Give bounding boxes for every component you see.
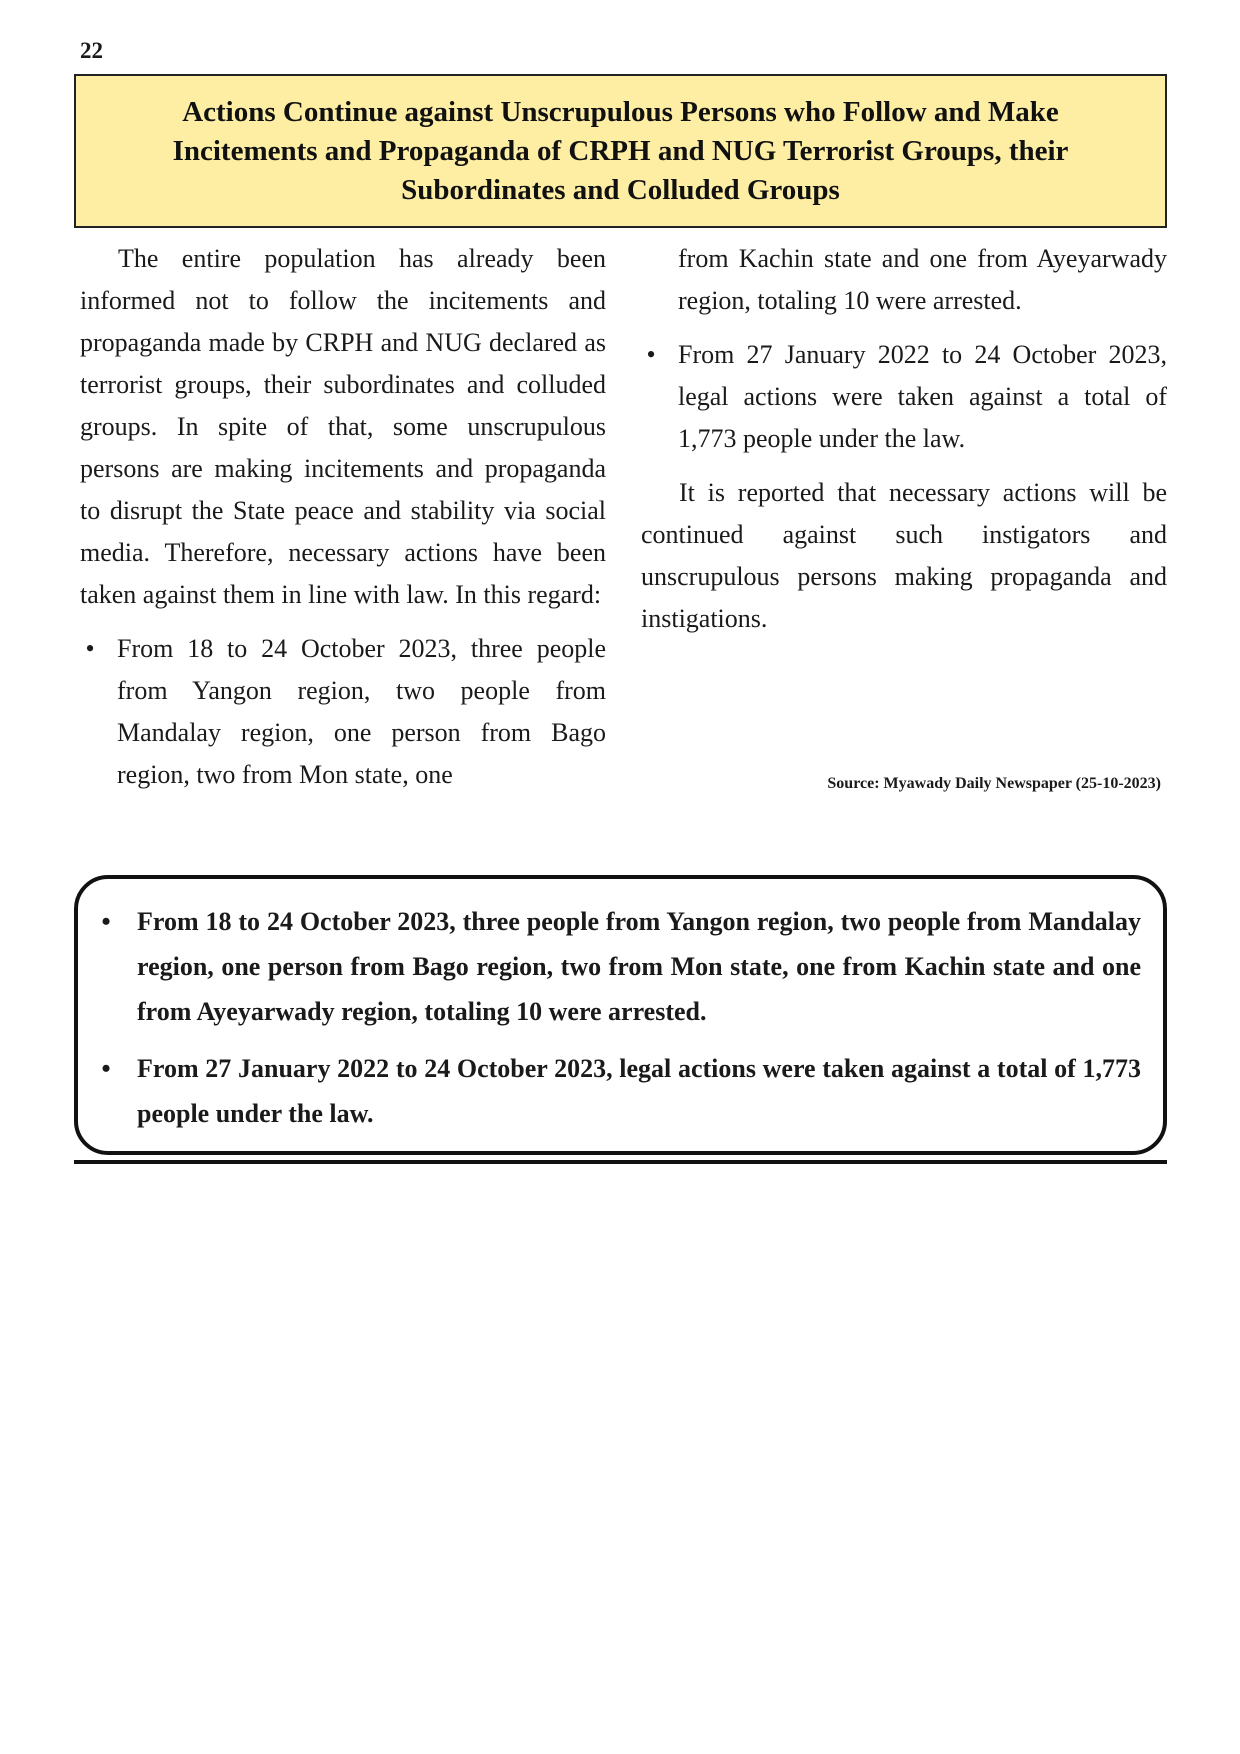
bullet-item-arrests — [80, 628, 606, 796]
bullet-icon: • — [101, 1054, 111, 1083]
bullet-icon: • — [646, 340, 656, 369]
article-title-line-3: Subordinates and Colluded Groups — [401, 173, 840, 206]
summary-item-legal-actions — [96, 1046, 1141, 1136]
left-column — [80, 238, 606, 808]
right-column — [641, 238, 1167, 652]
intro-paragraph: The entire population has already been informed not to follow the incitements and propaganda made by CRPH and NUG declared as terrorist groups, their subordinates and colluded groups. In spite of that, some unscrupulous persons are making incitements and propaganda to disrupt the State peace and stability via social media. Therefore, necessary actions have been taken against them in line with law. In this regard: — [80, 244, 606, 609]
bullet-item-legal-actions-text: From 27 January 2022 to 24 October 2023, legal actions were taken against a total of 1,773 people under the law. — [678, 340, 1167, 453]
bottom-rule-divider — [74, 1160, 1167, 1164]
article-title-line-2: Incitements and Propaganda of CRPH and NUG Terrorist Groups, their — [172, 134, 1069, 167]
article-title-box — [74, 74, 1167, 228]
page-number: 22 — [80, 38, 103, 63]
bullet-icon: • — [101, 907, 111, 936]
summary-box — [74, 875, 1167, 1155]
summary-item-legal-actions-text: From 27 January 2022 to 24 October 2023, legal actions were taken against a total of 1,773 people under the law. — [137, 1054, 1141, 1128]
summary-item-arrests — [96, 899, 1141, 1034]
summary-item-arrests-text: From 18 to 24 October 2023, three people from Yangon region, two people from Mandalay region, one person from Bago region, two from Mon state, one from Kachin state and one from Ayeyarwady region, totaling 10 were arrested. — [137, 907, 1141, 1026]
article-title-line-1: Actions Continue against Unscrupulous Persons who Follow and Make — [182, 95, 1059, 128]
bullet-item-arrests-continued: from Kachin state and one from Ayeyarwady region, totaling 10 were arrested. — [678, 244, 1167, 315]
bullet-item-arrests-text: From 18 to 24 October 2023, three people from Yangon region, two people from Mandalay region, one person from Bago region, two from Mon state, one — [117, 634, 606, 789]
bullet-item-legal-actions — [641, 334, 1167, 460]
closing-paragraph: It is reported that necessary actions will be continued against such instigators and unscrupulous persons making propaganda and instigations. — [641, 478, 1167, 633]
bullet-icon: • — [85, 634, 95, 663]
source-citation: Source: Myawady Daily Newspaper (25-10-2023) — [827, 775, 1161, 792]
